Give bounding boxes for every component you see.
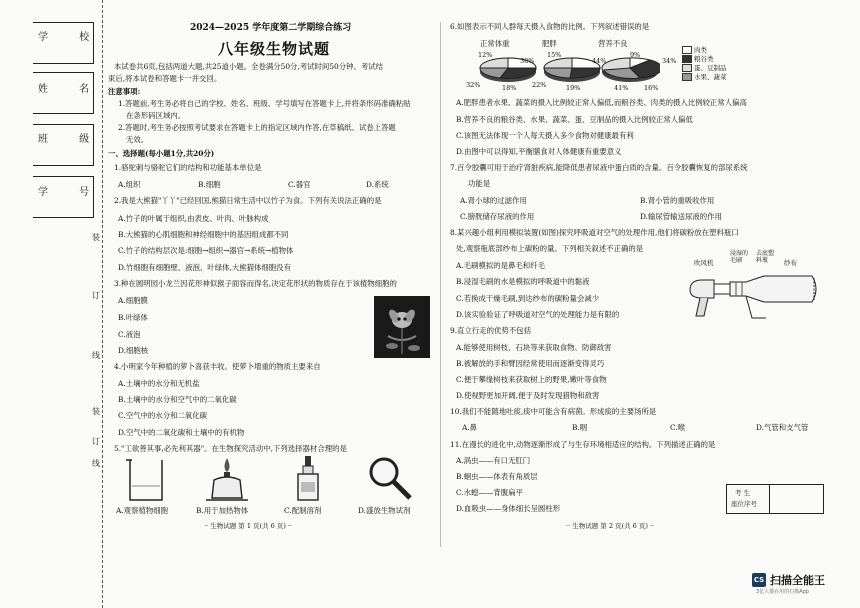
pie-value: 15% [547,51,562,59]
q10-option: C.喉 [670,423,686,432]
class-label: 班 级 [38,134,104,145]
label-blower: 吹风机 [694,259,714,267]
legend-item: 肉类 [694,46,707,54]
question-7: 7.百令胶囊可用于治疗肾脏疾病,能降低患者尿液中蛋白质的含量。百令胶囊恢复的部尿系统 [450,163,748,172]
q3-option: B.叶绿体 [118,313,148,322]
q8-option: D.该实验验证了呼吸道对空气的处理能力是有限的 [456,310,620,319]
q2-option: A.竹子的叶属于组织,由表皮、叶肉、叶脉构成 [118,214,269,223]
question-8: 8.某兴趣小组利用模拟装置(如图)探究呼吸道对空气的处理作用,他们将碳粉放在塑料瓶口 [450,228,739,237]
seat-number-box [726,484,824,514]
q5-option: A.观察植物细胞 [116,506,169,515]
q7-option: D.输尿管输送尿液的作用 [640,212,722,221]
orchid-photo [374,296,430,358]
magnifier-icon [366,454,416,508]
notice-item: 无效。 [126,135,149,144]
legend-item: 蛋、豆制品 [694,64,727,72]
notice-item: 1.答题前,考生务必将自己的学校、姓名、班级、学号填写在答题卡上,并将条形码准确粘贴 [118,99,411,108]
label-bottle: 去底塑料瓶 [756,250,775,264]
pie-value: 22% [532,81,547,89]
binding-char: 订 [92,437,100,446]
pie-value: 41% [614,84,629,92]
q2-option: C.竹子的结构层次是:细胞→组织→器官→系统→植物体 [118,246,294,255]
legend-swatch [682,73,692,81]
section-heading: 一、选择题(每小题1分,共20分) [108,149,215,158]
q9-option: B.被解放的手和臂因经常使用而逐渐变得灵巧 [456,359,605,368]
scanner-watermark [752,572,825,595]
q9-option: C.便于攀缘树枝来获取树上的野果,嫩叶等食物 [456,375,607,384]
pie-value: 9% [630,51,641,59]
q2-option: B.大熊猫的心肌细胞和神经细胞中的基因组成都不同 [118,230,289,239]
student-id-label: 学 号 [38,187,104,198]
school-label: 学 校 [38,32,104,43]
binding-char: 装 [92,407,100,416]
q10-option: D.气管和支气管 [756,423,809,432]
q1-option: C.器官 [288,180,311,189]
question-4: 4.小明家今年种植的萝卜喜获丰收。使萝卜增重的物质主要来自 [114,362,321,371]
q4-option: A.土壤中的水分和无机盐 [118,379,200,388]
notice-heading: 注意事项: [108,87,141,96]
cs-logo-icon: CS [752,573,766,587]
intro-line: 束后,将本试卷和答题卡一并交回。 [108,74,222,83]
question-3: 3.种在圆明园小龙兰因花形神似猴子面容而得名,决定花形状的物质存在于该植物细胞的 [114,279,397,288]
q7-option: C.膀胱储存尿液的作用 [460,212,535,221]
question-5: 5."工欲善其事,必先利其器"。在生物探究活动中,下列选择器材合理的是 [114,444,347,453]
q8-option: C.若换成干燥毛刷,到达纱布的碳粉量会减少 [456,294,600,303]
pie-value: 18% [502,84,517,92]
pie-value: 32% [466,81,481,89]
beaker-icon [124,456,168,508]
pie-value: 16% [644,84,659,92]
q3-option: C.液泡 [118,330,141,339]
q3-option: A.细胞膜 [118,296,148,305]
q2-option: D.竹细胞有细胞壁、液泡、叶绿体,大熊猫体细胞没有 [118,263,291,272]
q5-option: B.用于加热物体 [196,506,249,515]
q11-option: B.蛔虫——体表有角质层 [456,472,538,481]
q4-option: C.空气中的水分和二氧化碳 [118,411,208,420]
binding-sidebar [0,0,104,608]
q4-option: D.空气中的二氧化碳和土壤中的有机物 [118,428,245,437]
binding-char: 线 [92,459,100,468]
q9-option: D.使视野更加开阔,便于及时发现猎物和敌害 [456,391,600,400]
binding-char: 订 [92,291,100,300]
legend-item: 水果、蔬菜 [694,73,727,81]
legend-swatch [682,55,692,63]
footer-page-2: ·· 生物试题 第 2 页(共 6 页) ·· [566,522,655,530]
pie-value: 38% [520,57,535,65]
question-8: 处,观察瓶底部纱布上碳粉的量。下列相关叙述不正确的是 [456,244,644,253]
notice-item: 2.答题时,考生务必按照考试要求在答题卡上的指定区域内作答,在草稿纸、试卷上答题 [118,123,396,132]
binding-char: 线 [92,351,100,360]
exam-subtitle: 2024—2025 学年度第二学期综合练习 [190,23,352,33]
watermark-name: 扫描全能王 [770,574,825,587]
pie-label: 正常体重 [480,39,510,48]
q1-option: A.组织 [118,180,141,189]
binding-char: 装 [92,233,100,242]
pie-value: 19% [566,84,581,92]
q1-option: B.细胞 [198,180,221,189]
question-6: 6.如图表示不同人群每天摄入食物的比例。下列叙述错误的是 [450,22,650,31]
label-brush: 浸湿的毛刷 [730,250,749,264]
q6-option: B.营养不良的粮谷类、水果、蔬菜、蛋、豆制品的摄入比例较正常人偏低 [456,115,693,124]
dropper-bottle-icon [290,454,326,510]
alcohol-lamp-icon [204,454,250,508]
legend-swatch [682,46,692,54]
q5-option: D.盛放生物试剂 [358,506,411,515]
legend-swatch [682,64,692,72]
q10-option: A.鼻 [462,423,478,432]
q7-option: A.肾小球的过滤作用 [460,196,527,205]
q5-option: C.配制溶剂 [284,506,322,515]
q6-option: D.由图中可以得知,平衡膳食对人体健康有重要意义 [456,147,622,156]
q11-option: C.水螅——背腹扁平 [456,488,523,497]
q4-option: B.土壤中的水分和空气中的二氧化碳 [118,395,237,404]
watermark-tagline: 3亿人都在用的扫描App [756,589,809,595]
pie-label: 肥胖 [542,39,557,48]
q3-option: D.细胞核 [118,346,149,355]
question-11: 11.在漫长的进化中,动物逐渐形成了与生存环境相适应的结构。下列描述正确的是 [450,440,716,449]
q6-option: A.肥胖患者水果、蔬菜的摄入比例较正常人偏低,而粮谷类、肉类的摄入比例较正常人偏高 [456,98,747,107]
question-10: 10.我们不能随地吐痰,痰中可能含有病菌。形成痰的主要场所是 [450,407,657,416]
pie-value: 44% [592,57,607,65]
question-1: 1.骆驼刺与骆驼它们的结构和功能基本单位是 [114,163,262,172]
breathing-apparatus-diagram [686,268,826,324]
q11-option: A.涡虫——有口无肛门 [456,456,531,465]
seat-label: 考 生 [735,489,751,497]
intro-line: 本试卷共6页,包括两道大题,共25道小题。全卷满分50分,考试时间50分钟。考试结 [114,62,384,71]
q6-option: C.该图无法体现一个人每天摄入多少食物对健康最有利 [456,131,634,140]
q8-option: A.毛刷模拟的是鼻毛和纤毛 [456,261,545,270]
name-label: 姓 名 [38,84,104,95]
q7-option: B.肾小管的重吸收作用 [640,196,715,205]
page-divider [440,22,441,547]
question-7: 功能是 [468,179,491,188]
question-2: 2.我是大熊猫"丫丫"已经回国,熊猫日常生活中以竹子为食。下列有关说法正确的是 [114,196,382,205]
notice-item: 在条形码区域内。 [126,111,186,120]
question-9: 9.直立行走的优势不包括 [450,326,531,335]
pie-label: 营养不良 [598,39,628,48]
q9-option: A.能够使用树枝、石块等来获取食物、防御敌害 [456,343,612,352]
q10-option: B.咽 [572,423,588,432]
legend-item: 粮谷类 [694,55,714,63]
q1-option: D.系统 [366,180,389,189]
exam-title: 八年级生物试题 [218,40,331,58]
footer-page-1: ·· 生物试题 第 1 页(共 6 页) ·· [204,522,293,530]
binding-line [102,0,103,608]
pie-legend [682,46,727,82]
pie-value: 34% [662,57,677,65]
label-gauze: 纱布 [784,259,797,267]
q8-option: B.浸湿毛刷的水是模拟的呼吸道中的黏液 [456,277,590,286]
pie-value: 12% [478,51,493,59]
seat-label: 座位序号 [731,500,757,508]
q11-option: D.血吸虫——身体细长呈圆柱形 [456,504,561,513]
